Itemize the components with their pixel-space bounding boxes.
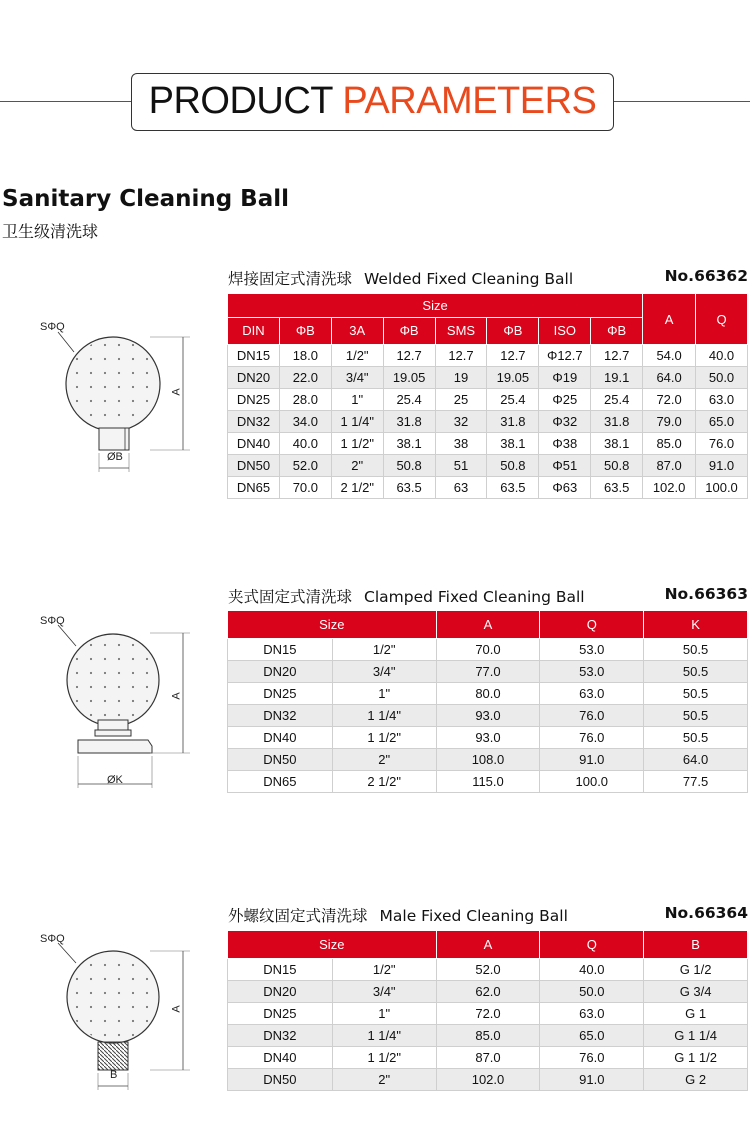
table-cell: 64.0 (643, 367, 696, 389)
table-cell: 1 1/2" (332, 1046, 436, 1068)
section-title-zh: 焊接固定式清洗球 (228, 270, 353, 288)
subheader-cell: SMS (435, 317, 487, 344)
table-cell: DN15 (228, 958, 333, 980)
table-row (228, 477, 748, 499)
label-height: A (170, 692, 183, 700)
table-cell: 52.0 (279, 455, 331, 477)
table-cell: 115.0 (436, 770, 540, 792)
table-cell: 12.7 (487, 345, 539, 367)
table-cell: DN25 (228, 682, 333, 704)
table-cell: DN32 (228, 704, 333, 726)
table-cell: 87.0 (436, 1046, 540, 1068)
table-cell: Φ38 (539, 433, 591, 455)
table-cell: 1/2" (331, 345, 383, 367)
table-cell: 1" (331, 389, 383, 411)
header-q: Q (540, 611, 644, 638)
table-cell: 108.0 (436, 748, 540, 770)
table-cell: 72.0 (436, 1002, 540, 1024)
subheader-cell: ΦB (383, 317, 435, 344)
table-cell: 2 1/2" (332, 770, 436, 792)
table-cell: DN50 (228, 1068, 333, 1090)
header-size: Size (228, 931, 437, 958)
table-cell: 91.0 (540, 748, 644, 770)
section-title-zh: 夹式固定式清洗球 (228, 588, 353, 606)
page-subtitle: 卫生级清洗球 (2, 222, 99, 241)
table-cell: 25 (435, 389, 487, 411)
table-row (228, 748, 748, 770)
table-cell: 50.5 (644, 726, 748, 748)
table-cell: 19 (435, 367, 487, 389)
table-cell: 53.0 (540, 638, 644, 660)
table-cell: 50.0 (696, 367, 748, 389)
section-title-en: Welded Fixed Cleaning Ball (364, 270, 574, 288)
spec-table-welded (227, 294, 748, 499)
table-cell: 93.0 (436, 704, 540, 726)
table-row (228, 433, 748, 455)
table-cell: 63.5 (487, 477, 539, 499)
table-cell: DN50 (228, 455, 280, 477)
table-cell: 50.8 (383, 455, 435, 477)
table-cell: 12.7 (591, 345, 643, 367)
table-cell: 76.0 (540, 704, 644, 726)
table-cell: G 2 (644, 1068, 748, 1090)
table-row (228, 1046, 748, 1068)
section-title-zh: 外螺纹固定式清洗球 (228, 907, 368, 925)
table-cell: 2" (331, 455, 383, 477)
table-cell: 85.0 (436, 1024, 540, 1046)
table-cell: 93.0 (436, 726, 540, 748)
table-row (228, 660, 748, 682)
header-word-product: PRODUCT (148, 80, 333, 122)
table-cell: Φ32 (539, 411, 591, 433)
label-base: ØB (107, 451, 123, 463)
header-title (132, 80, 613, 123)
table-cell: 2" (332, 1068, 436, 1090)
table-cell: DN32 (228, 1024, 333, 1046)
table-row (228, 682, 748, 704)
table-cell: DN65 (228, 770, 333, 792)
spec-table-male (227, 931, 748, 1091)
table-cell: 76.0 (540, 1046, 644, 1068)
table-cell: 50.5 (644, 660, 748, 682)
label-sphere: SΦQ (40, 933, 65, 945)
table-cell: 19.1 (591, 367, 643, 389)
table-cell: 12.7 (435, 345, 487, 367)
table-row (228, 704, 748, 726)
table-cell: 52.0 (436, 958, 540, 980)
table-cell: 50.5 (644, 682, 748, 704)
leader-line (58, 332, 74, 352)
table-cell: 50.5 (644, 638, 748, 660)
table-cell: 85.0 (643, 433, 696, 455)
header-size: Size (228, 611, 437, 638)
table-cell: 18.0 (279, 345, 331, 367)
section-title-en: Clamped Fixed Cleaning Ball (364, 588, 585, 606)
header-line-left (0, 101, 135, 102)
table-cell: 25.4 (591, 389, 643, 411)
header-q: Q (540, 931, 644, 958)
table-cell: 12.7 (383, 345, 435, 367)
table-cell: 40.0 (540, 958, 644, 980)
table-cell: 38.1 (591, 433, 643, 455)
table-cell: 38 (435, 433, 487, 455)
table-cell: DN20 (228, 980, 333, 1002)
header-b: B (644, 931, 748, 958)
subheader-cell: ΦB (279, 317, 331, 344)
table-row (228, 345, 748, 367)
label-base: ØK (107, 774, 123, 786)
label-sphere: SΦQ (40, 321, 65, 333)
table-cell: G 1 1/2 (644, 1046, 748, 1068)
clamp-flange (78, 740, 152, 753)
spray-holes (69, 636, 157, 724)
table-cell: 54.0 (643, 345, 696, 367)
label-height: A (170, 1005, 183, 1013)
table-cell: 63.5 (383, 477, 435, 499)
table-cell: G 1 1/4 (644, 1024, 748, 1046)
table-cell: 87.0 (643, 455, 696, 477)
section-title-welded (228, 267, 573, 289)
clamped-ball-diagram (0, 610, 220, 800)
table-cell: 3/4" (332, 980, 436, 1002)
table-cell: Φ25 (539, 389, 591, 411)
table-cell: DN20 (228, 660, 333, 682)
table-cell: 63 (435, 477, 487, 499)
subheader-cell: ΦB (487, 317, 539, 344)
table-cell: DN15 (228, 345, 280, 367)
page-title: Sanitary Cleaning Ball (2, 186, 290, 212)
table-cell: 50.0 (540, 980, 644, 1002)
table-cell: G 1 (644, 1002, 748, 1024)
table-cell: Φ19 (539, 367, 591, 389)
table-cell: 2 1/2" (331, 477, 383, 499)
table-cell: 19.05 (383, 367, 435, 389)
table-cell: 70.0 (436, 638, 540, 660)
weld-neck (99, 428, 129, 450)
table-cell: DN40 (228, 726, 333, 748)
table-cell: DN65 (228, 477, 280, 499)
table-cell: DN40 (228, 433, 280, 455)
table-cell: 63.0 (696, 389, 748, 411)
table-cell: G 1/2 (644, 958, 748, 980)
table-cell: 100.0 (696, 477, 748, 499)
table-cell: DN32 (228, 411, 280, 433)
clamp-ferrule (95, 730, 131, 736)
table-cell: 50.8 (591, 455, 643, 477)
table-row (228, 726, 748, 748)
subheader-cell: 3A (331, 317, 383, 344)
table-cell: 25.4 (383, 389, 435, 411)
section-title-en: Male Fixed Cleaning Ball (379, 907, 568, 925)
table-cell: Φ51 (539, 455, 591, 477)
table-cell: DN25 (228, 389, 280, 411)
table-cell: 62.0 (436, 980, 540, 1002)
table-cell: Φ63 (539, 477, 591, 499)
header-k: K (644, 611, 748, 638)
table-cell: 76.0 (540, 726, 644, 748)
table-row (228, 1068, 748, 1090)
table-cell: 28.0 (279, 389, 331, 411)
table-cell: 79.0 (643, 411, 696, 433)
table-cell: 50.5 (644, 704, 748, 726)
header-word-parameters: PARAMETERS (342, 80, 597, 122)
table-cell: Φ12.7 (539, 345, 591, 367)
table-cell: 63.0 (540, 682, 644, 704)
table-cell: G 3/4 (644, 980, 748, 1002)
table-cell: 77.5 (644, 770, 748, 792)
header-size: Size (228, 294, 643, 317)
table-cell: 72.0 (643, 389, 696, 411)
table-cell: 32 (435, 411, 487, 433)
table-cell: 25.4 (487, 389, 539, 411)
table-cell: 38.1 (383, 433, 435, 455)
section-title-clamped (228, 585, 585, 607)
table-cell: 1 1/2" (332, 726, 436, 748)
table-cell: 3/4" (331, 367, 383, 389)
table-cell: 65.0 (540, 1024, 644, 1046)
header-q: Q (696, 294, 748, 345)
subheader-cell: ISO (539, 317, 591, 344)
table-row (228, 980, 748, 1002)
header-box (131, 73, 614, 131)
table-cell: 34.0 (279, 411, 331, 433)
table-cell: 102.0 (643, 477, 696, 499)
table-cell: 1 1/2" (331, 433, 383, 455)
table-cell: DN25 (228, 1002, 333, 1024)
label-base: B (110, 1069, 118, 1081)
table-cell: 91.0 (696, 455, 748, 477)
table-cell: 102.0 (436, 1068, 540, 1090)
spray-holes (68, 339, 158, 429)
spec-table-clamped (227, 611, 748, 793)
table-row (228, 638, 748, 660)
table-cell: 22.0 (279, 367, 331, 389)
table-row (228, 770, 748, 792)
subheader-cell: DIN (228, 317, 280, 344)
table-cell: 31.8 (383, 411, 435, 433)
table-row (228, 455, 748, 477)
table-row (228, 389, 748, 411)
table-cell: 50.8 (487, 455, 539, 477)
table-cell: 51 (435, 455, 487, 477)
section-number: No.66363 (664, 585, 748, 603)
table-cell: 31.8 (487, 411, 539, 433)
label-height: A (170, 388, 183, 396)
table-cell: 65.0 (696, 411, 748, 433)
table-cell: 80.0 (436, 682, 540, 704)
table-cell: 91.0 (540, 1068, 644, 1090)
section-number: No.66364 (664, 904, 748, 922)
subheader-cell: ΦB (591, 317, 643, 344)
table-cell: 76.0 (696, 433, 748, 455)
table-cell: 40.0 (696, 345, 748, 367)
table-cell: 1" (332, 1002, 436, 1024)
table-row (228, 1024, 748, 1046)
section-number: No.66362 (664, 267, 748, 285)
table-cell: 1 1/4" (332, 704, 436, 726)
table-cell: 64.0 (644, 748, 748, 770)
table-cell: 3/4" (332, 660, 436, 682)
label-sphere: SΦQ (40, 615, 65, 627)
table-row (228, 411, 748, 433)
table-cell: 1" (332, 682, 436, 704)
table-cell: 63.5 (591, 477, 643, 499)
table-cell: 2" (332, 748, 436, 770)
table-cell: 1/2" (332, 958, 436, 980)
table-cell: 77.0 (436, 660, 540, 682)
table-cell: 19.05 (487, 367, 539, 389)
table-row (228, 958, 748, 980)
table-cell: 1 1/4" (332, 1024, 436, 1046)
male-thread (98, 1042, 128, 1070)
section-title-male (228, 904, 568, 926)
table-cell: DN15 (228, 638, 333, 660)
table-cell: 70.0 (279, 477, 331, 499)
table-row (228, 1002, 748, 1024)
table-cell: 53.0 (540, 660, 644, 682)
table-cell: 100.0 (540, 770, 644, 792)
table-cell: 1/2" (332, 638, 436, 660)
table-cell: DN40 (228, 1046, 333, 1068)
header-a: A (643, 294, 696, 345)
table-cell: DN20 (228, 367, 280, 389)
table-cell: DN50 (228, 748, 333, 770)
table-cell: 1 1/4" (331, 411, 383, 433)
table-cell: 31.8 (591, 411, 643, 433)
header-line-right (612, 101, 750, 102)
table-cell: 63.0 (540, 1002, 644, 1024)
header-a: A (436, 931, 540, 958)
spray-holes (69, 953, 157, 1041)
table-row (228, 367, 748, 389)
header-a: A (436, 611, 540, 638)
table-cell: 38.1 (487, 433, 539, 455)
table-cell: 40.0 (279, 433, 331, 455)
